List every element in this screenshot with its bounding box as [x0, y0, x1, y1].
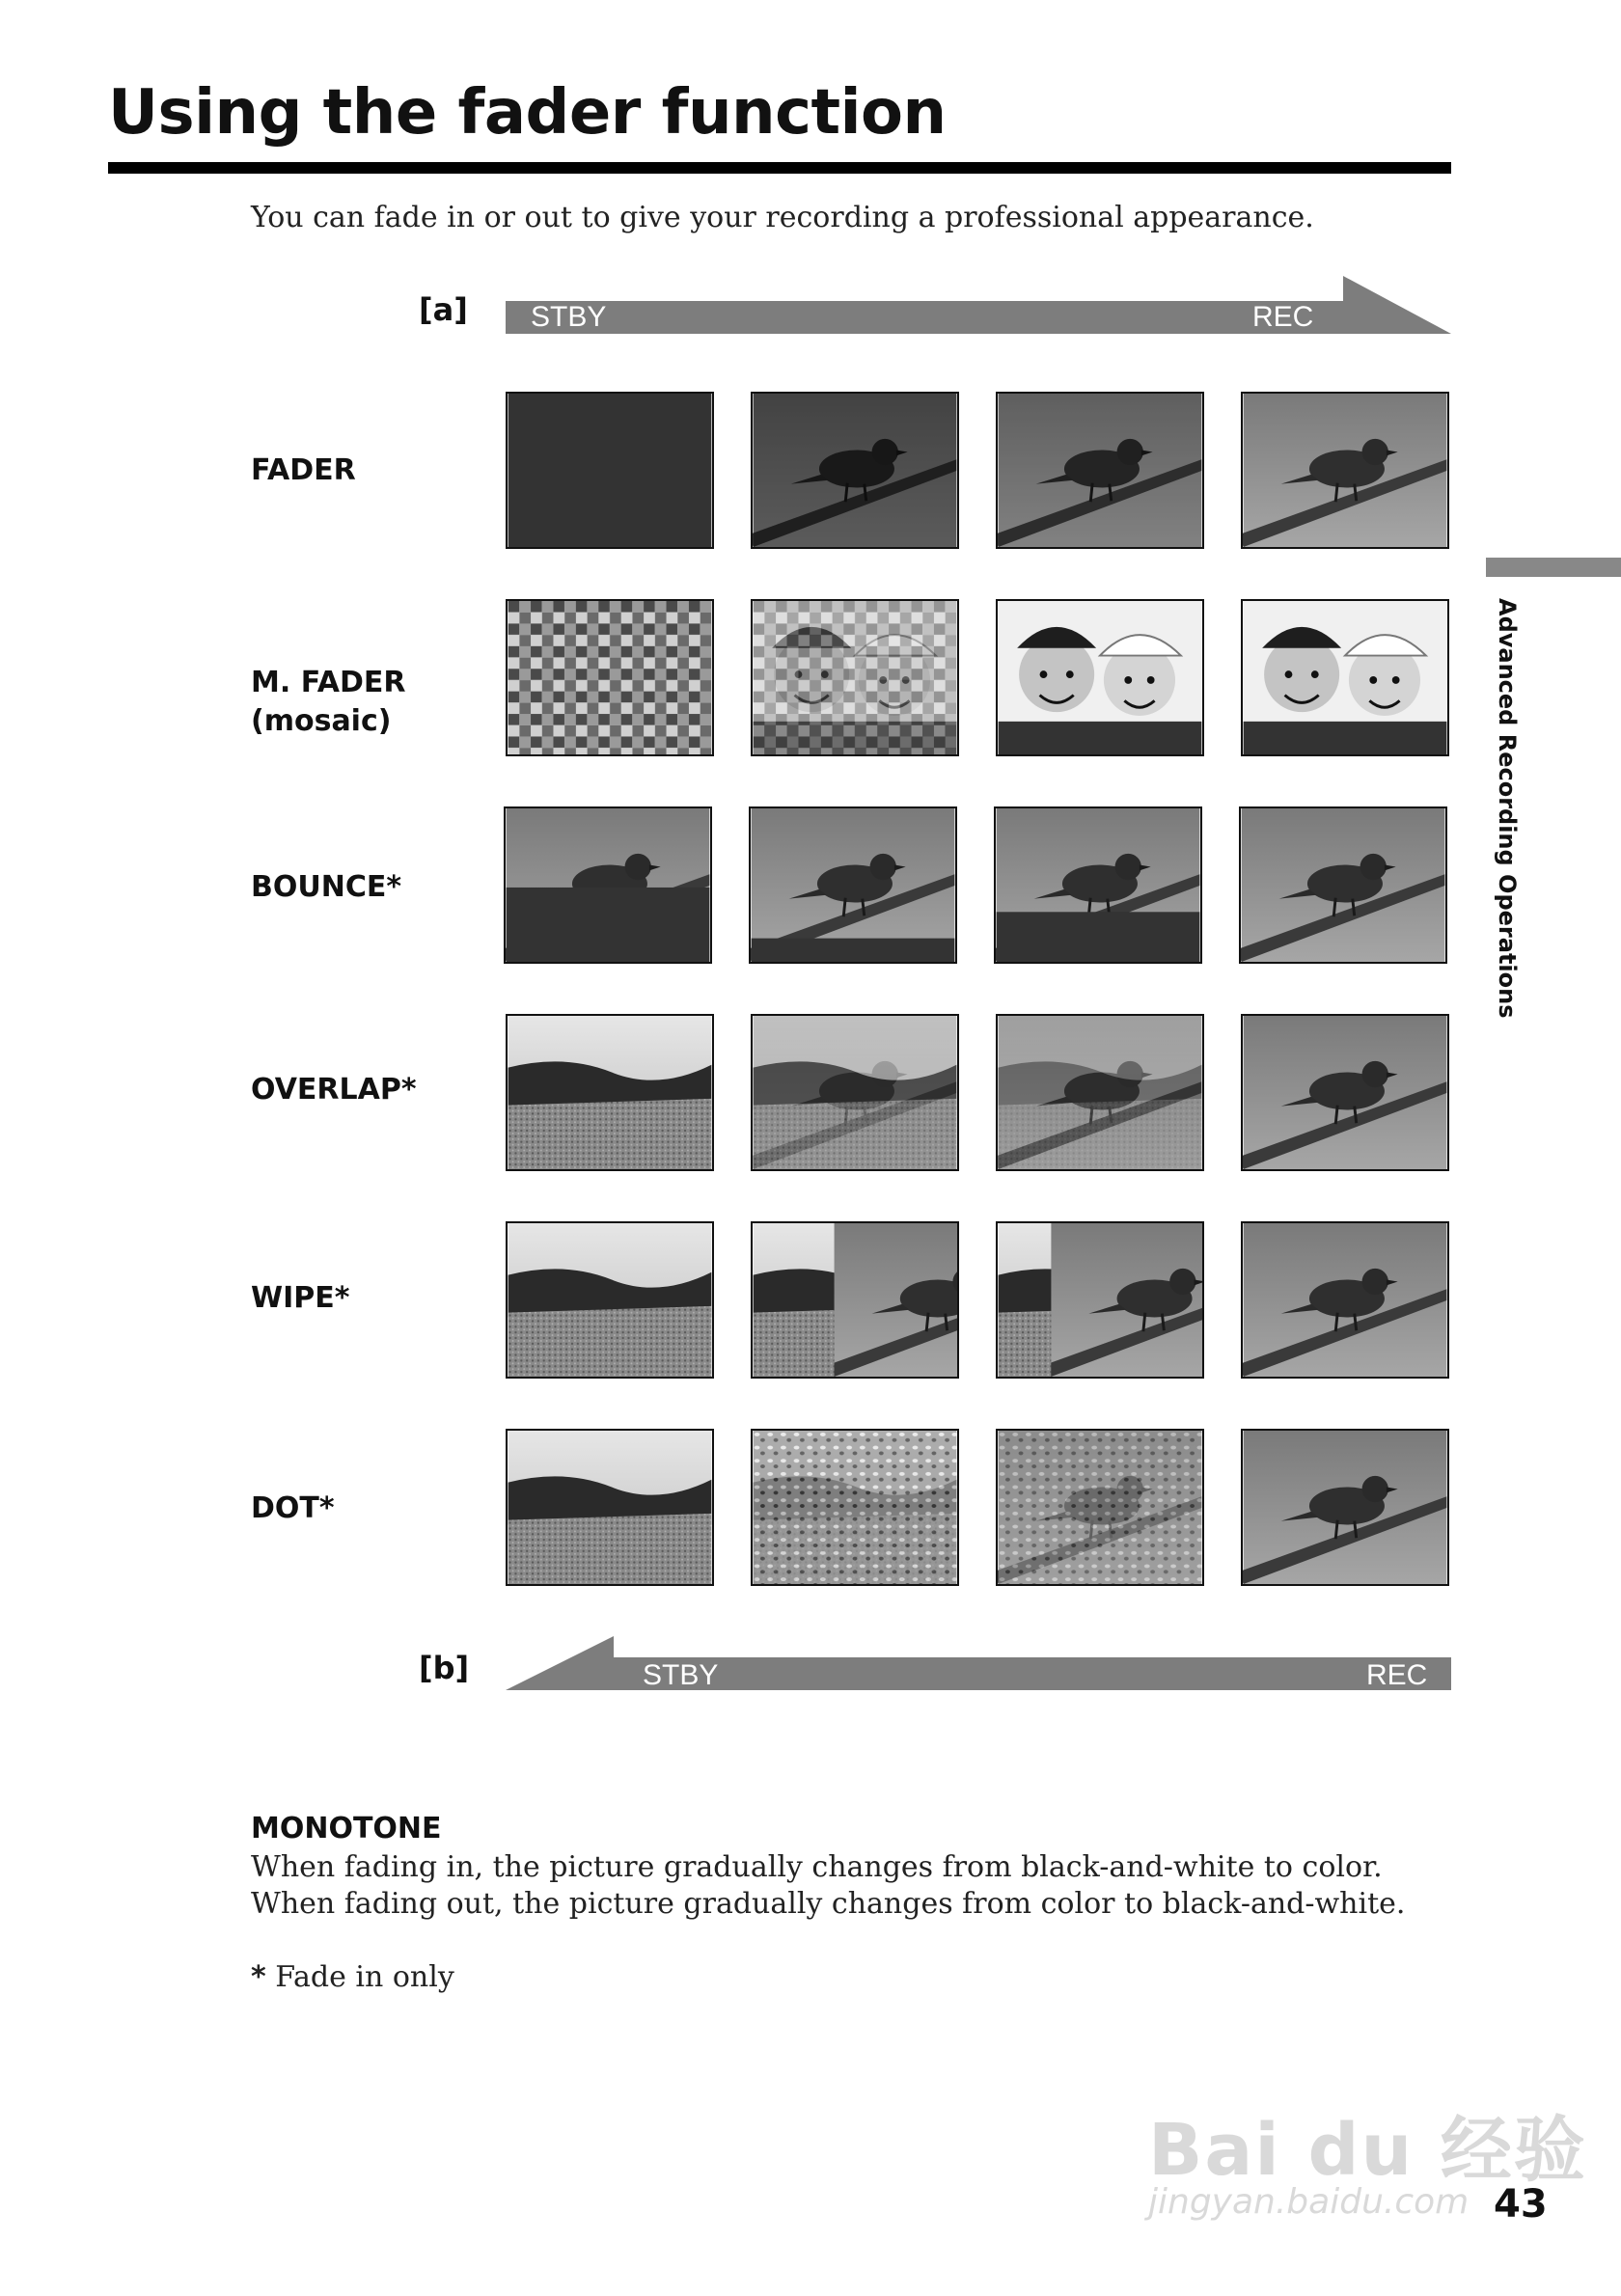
monotone-line-2: When fading out, the picture gradually changes from color to black-and-white. [251, 1887, 1406, 1921]
arrow-a-end: REC [1252, 301, 1314, 333]
fader-frame-1 [506, 392, 714, 549]
footnote-text: Fade in only [265, 1960, 454, 1994]
wipe-frame-3 [996, 1221, 1204, 1379]
bounce-frame-4 [1239, 806, 1447, 964]
row-label-fader: FADER [251, 453, 356, 487]
row-label-overlap: OVERLAP* [251, 1073, 417, 1107]
section-tab-marker [1486, 558, 1621, 577]
monotone-heading: MONOTONE [251, 1812, 442, 1845]
mfader-frame-2 [751, 599, 959, 756]
overlap-frame-3 [996, 1014, 1204, 1171]
overlap-frame-1 [506, 1014, 714, 1171]
overlap-frame-2 [751, 1014, 959, 1171]
mfader-frame-3 [996, 599, 1204, 756]
watermark-url: jingyan.baidu.com [1148, 2182, 1470, 2222]
page-title: Using the fader function [108, 77, 947, 149]
fader-frame-3 [996, 392, 1204, 549]
arrow-a-label: [a] [419, 291, 468, 328]
row-label-m-fader: M. FADER [251, 666, 406, 699]
fader-frame-2 [751, 392, 959, 549]
arrow-b-end: REC [1366, 1659, 1428, 1691]
watermark-logo: Bai du 经验 [1148, 2109, 1587, 2192]
fader-frame-4 [1241, 392, 1449, 549]
wipe-frame-1 [506, 1221, 714, 1379]
arrow-b-label: [b] [419, 1650, 470, 1686]
overlap-frame-4 [1241, 1014, 1449, 1171]
monotone-line-1: When fading in, the picture gradually changes from black-and-white to color. [251, 1850, 1383, 1884]
row-label-dot: DOT* [251, 1491, 335, 1525]
page-number: 43 [1494, 2182, 1548, 2227]
footnote-star: * [251, 1960, 266, 1994]
arrow-a-start: STBY [531, 301, 607, 333]
dot-frame-4 [1241, 1429, 1449, 1586]
mfader-frame-4 [1241, 599, 1449, 756]
intro-text: You can fade in or out to give your recording a professional appearance. [251, 201, 1314, 234]
row-label-m-fader-sub: (mosaic) [251, 704, 392, 738]
dot-frame-3 [996, 1429, 1204, 1586]
bounce-frame-1 [504, 806, 712, 964]
wipe-frame-2 [751, 1221, 959, 1379]
arrow-b-start: STBY [643, 1659, 719, 1691]
dot-frame-1 [506, 1429, 714, 1586]
footnote [251, 1960, 454, 1994]
row-label-bounce: BOUNCE* [251, 870, 402, 904]
wipe-frame-4 [1241, 1221, 1449, 1379]
bounce-frame-2 [749, 806, 957, 964]
section-tab-label: Advanced Recording Operations [1494, 598, 1521, 1019]
mfader-frame-1 [506, 599, 714, 756]
bounce-frame-3 [994, 806, 1202, 964]
dot-frame-2 [751, 1429, 959, 1586]
title-rule [108, 162, 1451, 174]
row-label-wipe: WIPE* [251, 1281, 350, 1315]
